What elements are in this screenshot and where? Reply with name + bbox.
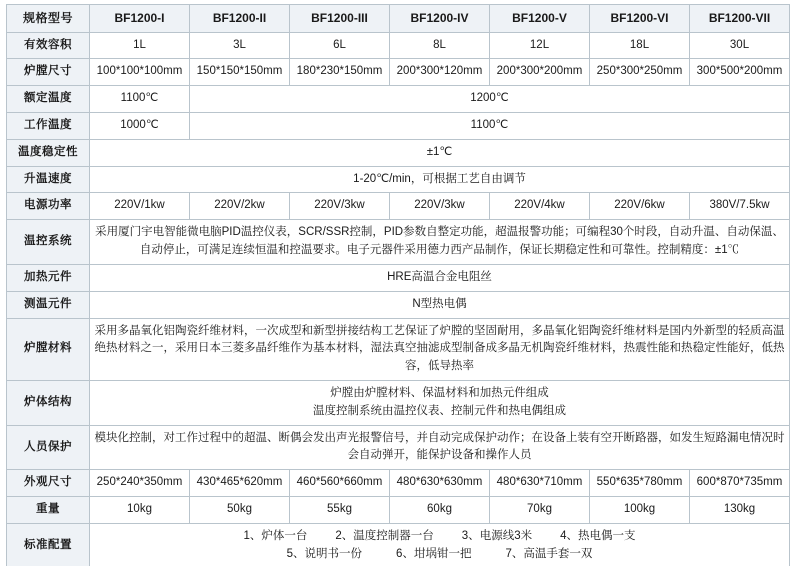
row-header: 加热元件 (7, 264, 90, 291)
value-cell: 150*150*150mm (190, 59, 290, 86)
value-cell: 200*300*200mm (490, 59, 590, 86)
config-item: 7、高温手套一双 (505, 547, 593, 560)
value-cell: HRE高温合金电阻丝 (90, 264, 790, 291)
chamber-material-row (7, 318, 790, 380)
value-cell: 480*630*710mm (490, 470, 590, 497)
temp-stability-row (7, 139, 790, 166)
rated-temp-row (7, 86, 790, 113)
config-line (93, 528, 786, 546)
value-cell: 3L (190, 32, 290, 59)
config-item: 3、电源线3米 (461, 529, 533, 542)
weight-row (7, 497, 790, 524)
value-cell: 1100℃ (90, 86, 190, 113)
row-header: 工作温度 (7, 113, 90, 140)
row-header: 电源功率 (7, 193, 90, 220)
value-cell: 6L (290, 32, 390, 59)
value-cell: 300*500*200mm (690, 59, 790, 86)
value-cell: 220V/2kw (190, 193, 290, 220)
value-cell: 18L (590, 32, 690, 59)
value-cell: BF1200-II (190, 5, 290, 33)
config-item: 5、说明书一份 (286, 547, 363, 560)
description-cell: 采用厦门宇电智能微电脑PID温控仪表，SCR/SSR控制，PID参数自整定功能，超温报警功能；可编程30个时段，自动升温、自动保温、自动停止，可满足连续恒温和控温要求。电子元器件采用德力西产品制作，保证长期稳定性和可靠性。控制精度：±1℃ (90, 220, 790, 265)
value-cell: 250*240*350mm (90, 470, 190, 497)
standard-config-list (90, 523, 790, 566)
value-cell: 220V/4kw (490, 193, 590, 220)
value-cell: BF1200-V (490, 5, 590, 33)
value-cell: 100*100*100mm (90, 59, 190, 86)
value-cell: 550*635*780mm (590, 470, 690, 497)
value-cell: 480*630*630mm (390, 470, 490, 497)
value-cell: 220V/3kw (390, 193, 490, 220)
specification-table (6, 4, 790, 566)
row-header: 重量 (7, 497, 90, 524)
value-cell: 460*560*660mm (290, 470, 390, 497)
row-header: 外观尺寸 (7, 470, 90, 497)
chamber-size-row (7, 59, 790, 86)
row-header: 温控系统 (7, 220, 90, 265)
model-row (7, 5, 790, 33)
power-row (7, 193, 790, 220)
control-system-row (7, 220, 790, 265)
heating-element-row (7, 264, 790, 291)
value-cell: 30L (690, 32, 790, 59)
description-cell: 采用多晶氧化铝陶瓷纤维材料，一次成型和新型拼接结构工艺保证了炉膛的坚固耐用，多晶氧化铝陶瓷纤维材料是国内外新型的轻质高温绝热材料之一，采用日本三菱多晶纤维作为基本材料，湿法真空抽滤成型制备成多晶无机陶瓷纤维材料，热震性能和热稳定性能好，低热容，低导热率 (90, 318, 790, 380)
value-cell: N型热电偶 (90, 291, 790, 318)
value-cell: 430*465*620mm (190, 470, 290, 497)
value-cell: 1000℃ (90, 113, 190, 140)
value-cell: 130kg (690, 497, 790, 524)
value-cell: BF1200-VII (690, 5, 790, 33)
spec-table-body (7, 5, 790, 566)
row-header: 升温速度 (7, 166, 90, 193)
working-temp-row (7, 113, 790, 140)
value-cell: 180*230*150mm (290, 59, 390, 86)
row-header: 规格型号 (7, 5, 90, 33)
furnace-structure-row (7, 380, 790, 425)
standard-config-row (7, 523, 790, 566)
value-cell: 600*870*735mm (690, 470, 790, 497)
row-header: 额定温度 (7, 86, 90, 113)
description-cell: 炉膛由炉膛材料、保温材料和加热元件组成 温度控制系统由温控仪表、控制元件和热电偶组成 (90, 380, 790, 425)
description-cell: 模块化控制，对工作过程中的超温、断偶会发出声光报警信号，并自动完成保护动作；在设备上装有空开断路器，如发生短路漏电情况时会自动弹开，能保护设备和操作人员 (90, 425, 790, 470)
value-cell: 220V/6kw (590, 193, 690, 220)
measuring-element-row (7, 291, 790, 318)
value-cell: 50kg (190, 497, 290, 524)
config-item: 2、温度控制器一台 (335, 529, 434, 542)
value-cell: BF1200-III (290, 5, 390, 33)
value-cell: BF1200-VI (590, 5, 690, 33)
value-cell: 1-20℃/min，可根据工艺自由调节 (90, 166, 790, 193)
config-item: 1、炉体一台 (243, 529, 308, 542)
value-cell: 380V/7.5kw (690, 193, 790, 220)
value-cell: 250*300*250mm (590, 59, 690, 86)
row-header: 标准配置 (7, 523, 90, 566)
value-cell: 1200℃ (190, 86, 790, 113)
value-cell: 220V/3kw (290, 193, 390, 220)
row-header: 温度稳定性 (7, 139, 90, 166)
value-cell: 220V/1kw (90, 193, 190, 220)
row-header: 炉膛材料 (7, 318, 90, 380)
row-header: 炉体结构 (7, 380, 90, 425)
exterior-size-row (7, 470, 790, 497)
value-cell: 200*300*120mm (390, 59, 490, 86)
value-cell: 8L (390, 32, 490, 59)
row-header: 有效容积 (7, 32, 90, 59)
volume-row (7, 32, 790, 59)
value-cell: 10kg (90, 497, 190, 524)
config-item: 4、热电偶一支 (560, 529, 636, 542)
config-item: 6、坩埚钳一把 (396, 547, 472, 560)
value-cell: BF1200-I (90, 5, 190, 33)
value-cell: BF1200-IV (390, 5, 490, 33)
row-header: 人员保护 (7, 425, 90, 470)
row-header: 炉膛尺寸 (7, 59, 90, 86)
heating-rate-row (7, 166, 790, 193)
value-cell: 60kg (390, 497, 490, 524)
value-cell: 100kg (590, 497, 690, 524)
value-cell: 1100℃ (190, 113, 790, 140)
personnel-protection-row (7, 425, 790, 470)
value-cell: 12L (490, 32, 590, 59)
value-cell: 70kg (490, 497, 590, 524)
value-cell: 55kg (290, 497, 390, 524)
value-cell: 1L (90, 32, 190, 59)
row-header: 测温元件 (7, 291, 90, 318)
config-line (93, 546, 786, 564)
value-cell: ±1℃ (90, 139, 790, 166)
